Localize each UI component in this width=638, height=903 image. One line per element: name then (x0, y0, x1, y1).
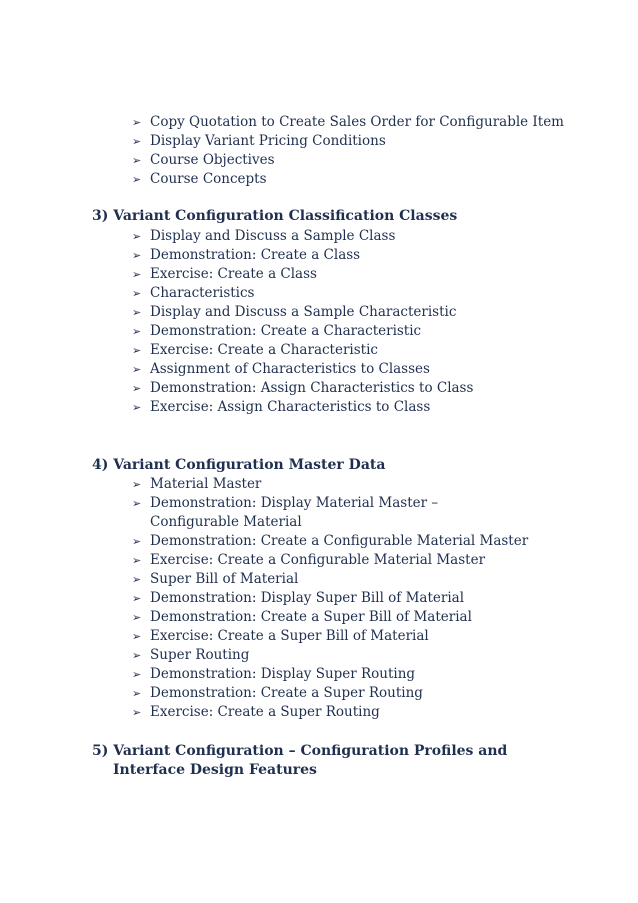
arrow-bullet-icon: ➢ (132, 668, 142, 681)
list-item: ➢ Exercise: Assign Characteristics to Class (132, 399, 431, 415)
arrow-bullet-icon: ➢ (132, 287, 142, 300)
arrow-bullet-icon: ➢ (132, 611, 142, 624)
continued-bullet-list (132, 113, 602, 189)
arrow-bullet-icon: ➢ (132, 478, 142, 491)
arrow-bullet-icon: ➢ (132, 173, 142, 186)
list-item: ➢ Demonstration: Create a Super Bill of Material (132, 609, 472, 625)
list-item: ➢ Demonstration: Create a Class (132, 247, 361, 263)
arrow-bullet-icon: ➢ (132, 230, 142, 243)
list-item: ➢ Course Objectives (132, 152, 275, 168)
arrow-bullet-icon: ➢ (132, 687, 142, 700)
arrow-bullet-icon: ➢ (132, 649, 142, 662)
list-item: ➢ Demonstration: Assign Characteristics to Class (132, 380, 474, 396)
list-item: ➢ Display Variant Pricing Conditions (132, 133, 386, 149)
arrow-bullet-icon: ➢ (132, 573, 142, 586)
list-item: ➢ Exercise: Create a Super Routing (132, 704, 380, 720)
list-item: ➢ Super Routing (132, 647, 250, 663)
arrow-bullet-icon: ➢ (132, 116, 142, 129)
section-5-heading-line-1: 5) Variant Configuration – Configuration Profiles and (92, 743, 508, 759)
section-3-heading: 3) Variant Configuration Classification Classes (92, 208, 458, 224)
arrow-bullet-icon: ➢ (132, 497, 142, 510)
arrow-bullet-icon: ➢ (132, 154, 142, 167)
list-item: ➢ Exercise: Create a Configurable Material Master (132, 552, 486, 568)
arrow-bullet-icon: ➢ (132, 249, 142, 262)
section-3-bullet-list (132, 227, 602, 417)
list-item: ➢ Demonstration: Display Super Bill of Material (132, 590, 465, 606)
section-4-bullet-list (132, 475, 602, 722)
list-item: ➢ Display and Discuss a Sample Class (132, 228, 396, 244)
section-5-heading-line-2: Interface Design Features (113, 762, 317, 778)
section-4-heading: 4) Variant Configuration Master Data (92, 457, 386, 473)
arrow-bullet-icon: ➢ (132, 592, 142, 605)
arrow-bullet-icon: ➢ (132, 325, 142, 338)
list-item: ➢ Copy Quotation to Create Sales Order for Configurable Item (132, 114, 564, 130)
list-item: ➢ Demonstration: Display Material Master – Configurable Material (132, 495, 439, 530)
list-item: ➢ Characteristics (132, 285, 255, 301)
section-5-heading (92, 742, 612, 780)
arrow-bullet-icon: ➢ (132, 630, 142, 643)
list-item: ➢ Exercise: Create a Super Bill of Material (132, 628, 429, 644)
list-item: ➢ Exercise: Create a Characteristic (132, 342, 378, 358)
list-item: ➢ Super Bill of Material (132, 571, 299, 587)
list-item: ➢ Demonstration: Create a Super Routing (132, 685, 423, 701)
list-item: ➢ Material Master (132, 476, 262, 492)
arrow-bullet-icon: ➢ (132, 706, 142, 719)
arrow-bullet-icon: ➢ (132, 306, 142, 319)
arrow-bullet-icon: ➢ (132, 363, 142, 376)
arrow-bullet-icon: ➢ (132, 268, 142, 281)
list-item: ➢ Exercise: Create a Class (132, 266, 317, 282)
arrow-bullet-icon: ➢ (132, 344, 142, 357)
list-item: ➢ Demonstration: Display Super Routing (132, 666, 416, 682)
arrow-bullet-icon: ➢ (132, 382, 142, 395)
arrow-bullet-icon: ➢ (132, 554, 142, 567)
list-item: ➢ Assignment of Characteristics to Classes (132, 361, 430, 377)
arrow-bullet-icon: ➢ (132, 401, 142, 414)
arrow-bullet-icon: ➢ (132, 535, 142, 548)
list-item: ➢ Display and Discuss a Sample Characteristic (132, 304, 457, 320)
list-item: ➢ Course Concepts (132, 171, 267, 187)
list-item: ➢ Demonstration: Create a Characteristic (132, 323, 422, 339)
arrow-bullet-icon: ➢ (132, 135, 142, 148)
list-item: ➢ Demonstration: Create a Configurable Material Master (132, 533, 529, 549)
